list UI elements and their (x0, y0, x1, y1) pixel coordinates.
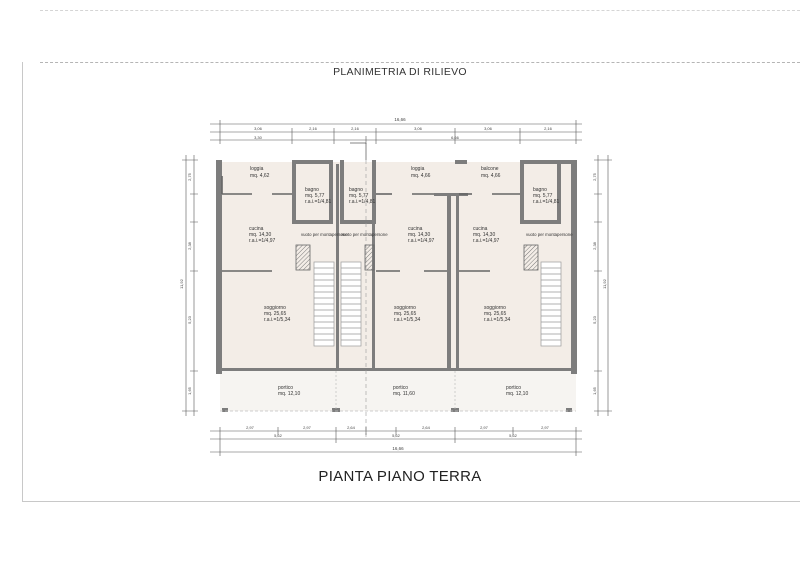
dim-left-2: 2,38 (187, 242, 192, 250)
room-portico-name: portico (393, 385, 409, 391)
room-soggiorno-area: mq. 25,65 (264, 311, 287, 317)
room-portico-name: portico (506, 385, 522, 391)
room-loggia-name: loggia (250, 166, 264, 172)
room-vuoto: vuoto per montapersone (301, 232, 348, 237)
dim-top-2: 2,16 (309, 126, 317, 131)
room-bagno-area: mq. 5,77 (349, 193, 369, 199)
plan-title: PIANTA PIANO TERRA (318, 468, 482, 485)
dim-bottom-4: 2,64 (422, 425, 430, 430)
room-soggiorno-rai: r.a.i.=1/5,34 (264, 317, 291, 323)
dim-right-3: 5,23 (592, 316, 597, 324)
dim-left-3: 5,23 (187, 316, 192, 324)
room-bagno-name: bagno (305, 187, 319, 193)
dim-right-2: 2,38 (592, 242, 597, 250)
left-dimension-chain (182, 155, 198, 416)
room-cucina-name: cucina (249, 226, 264, 232)
dim-right-total: 11,92 (602, 279, 607, 289)
dim-top-sub-2: 6,66 (451, 135, 459, 140)
room-balcone-area: mq. 4,66 (481, 173, 501, 179)
dim-top-6: 2,16 (544, 126, 552, 131)
dim-bottom-1: 2,97 (246, 425, 254, 430)
dim-bottom-5: 2,97 (480, 425, 488, 430)
dim-right-4: 1,65 (592, 387, 597, 395)
room-cucina-name: cucina (408, 226, 423, 232)
dim-top-total: 16,66 (394, 117, 406, 122)
dim-right-1: 2,75 (592, 173, 597, 181)
room-soggiorno-area: mq. 25,65 (394, 311, 417, 317)
room-bagno-area: mq. 5,77 (533, 193, 553, 199)
dim-bottom-sub-2: 5,62 (392, 433, 400, 438)
room-bagno-area: mq. 5,77 (305, 193, 325, 199)
room-cucina-rai: r.a.i.=1/4,97 (473, 238, 500, 244)
room-portico-name: portico (278, 385, 294, 391)
room-loggia-area: mq. 4,62 (250, 173, 270, 179)
room-soggiorno-rai: r.a.i.=1/5,34 (394, 317, 421, 323)
room-vuoto: vuoto per montapersone (341, 232, 388, 237)
dim-top-1: 3,06 (254, 126, 262, 131)
room-bagno-name: bagno (533, 187, 547, 193)
dim-bottom-3: 2,64 (347, 425, 355, 430)
dim-bottom-sub-1: 5,62 (274, 433, 282, 438)
room-portico-area: mq. 12,10 (506, 391, 529, 397)
room-soggiorno-name: soggiorno (264, 305, 286, 311)
dim-bottom-sub-3: 5,62 (509, 433, 517, 438)
dim-left-4: 1,65 (187, 387, 192, 395)
room-loggia-name: loggia (411, 166, 425, 172)
room-loggia-area: mq. 4,66 (411, 173, 431, 179)
dim-top-4: 3,06 (414, 126, 422, 131)
room-soggiorno-rai: r.a.i.=1/5,34 (484, 317, 511, 323)
bottom-dimension-chain (210, 427, 582, 456)
top-dimension-chain (210, 120, 582, 144)
room-soggiorno-name: soggiorno (484, 305, 506, 311)
room-vuoto: vuoto per montapersone (526, 232, 573, 237)
dim-top-3: 2,16 (351, 126, 359, 131)
room-bagno-rai: r.a.i.=1/4,81 (533, 199, 560, 205)
room-cucina-area: mq. 14,30 (249, 232, 272, 238)
dim-top-5: 3,06 (484, 126, 492, 131)
room-cucina-rai: r.a.i.=1/4,97 (408, 238, 435, 244)
room-bagno-name: bagno (349, 187, 363, 193)
room-cucina-area: mq. 14,30 (408, 232, 431, 238)
room-soggiorno-area: mq. 25,65 (484, 311, 507, 317)
room-cucina-area: mq. 14,30 (473, 232, 496, 238)
room-portico-area: mq. 12,10 (278, 391, 301, 397)
room-bagno-rai: r.a.i.=1/4,81 (305, 199, 332, 205)
sheet-title: PLANIMETRIA DI RILIEVO (333, 66, 467, 78)
dim-top-sub-1: 3,30 (254, 135, 262, 140)
dim-left-1: 2,75 (187, 173, 192, 181)
room-balcone-name: balcone (481, 166, 499, 172)
dim-bottom-6: 2,97 (541, 425, 549, 430)
room-bagno-rai: r.a.i.=1/4,81 (349, 199, 376, 205)
dim-bottom-total: 16,66 (392, 446, 404, 451)
room-cucina-name: cucina (473, 226, 488, 232)
dim-left-total: 11,92 (179, 279, 184, 289)
room-cucina-rai: r.a.i.=1/4,97 (249, 238, 276, 244)
room-soggiorno-name: soggiorno (394, 305, 416, 311)
room-portico-area: mq. 11,60 (393, 391, 415, 397)
dim-bottom-2: 2,97 (303, 425, 311, 430)
